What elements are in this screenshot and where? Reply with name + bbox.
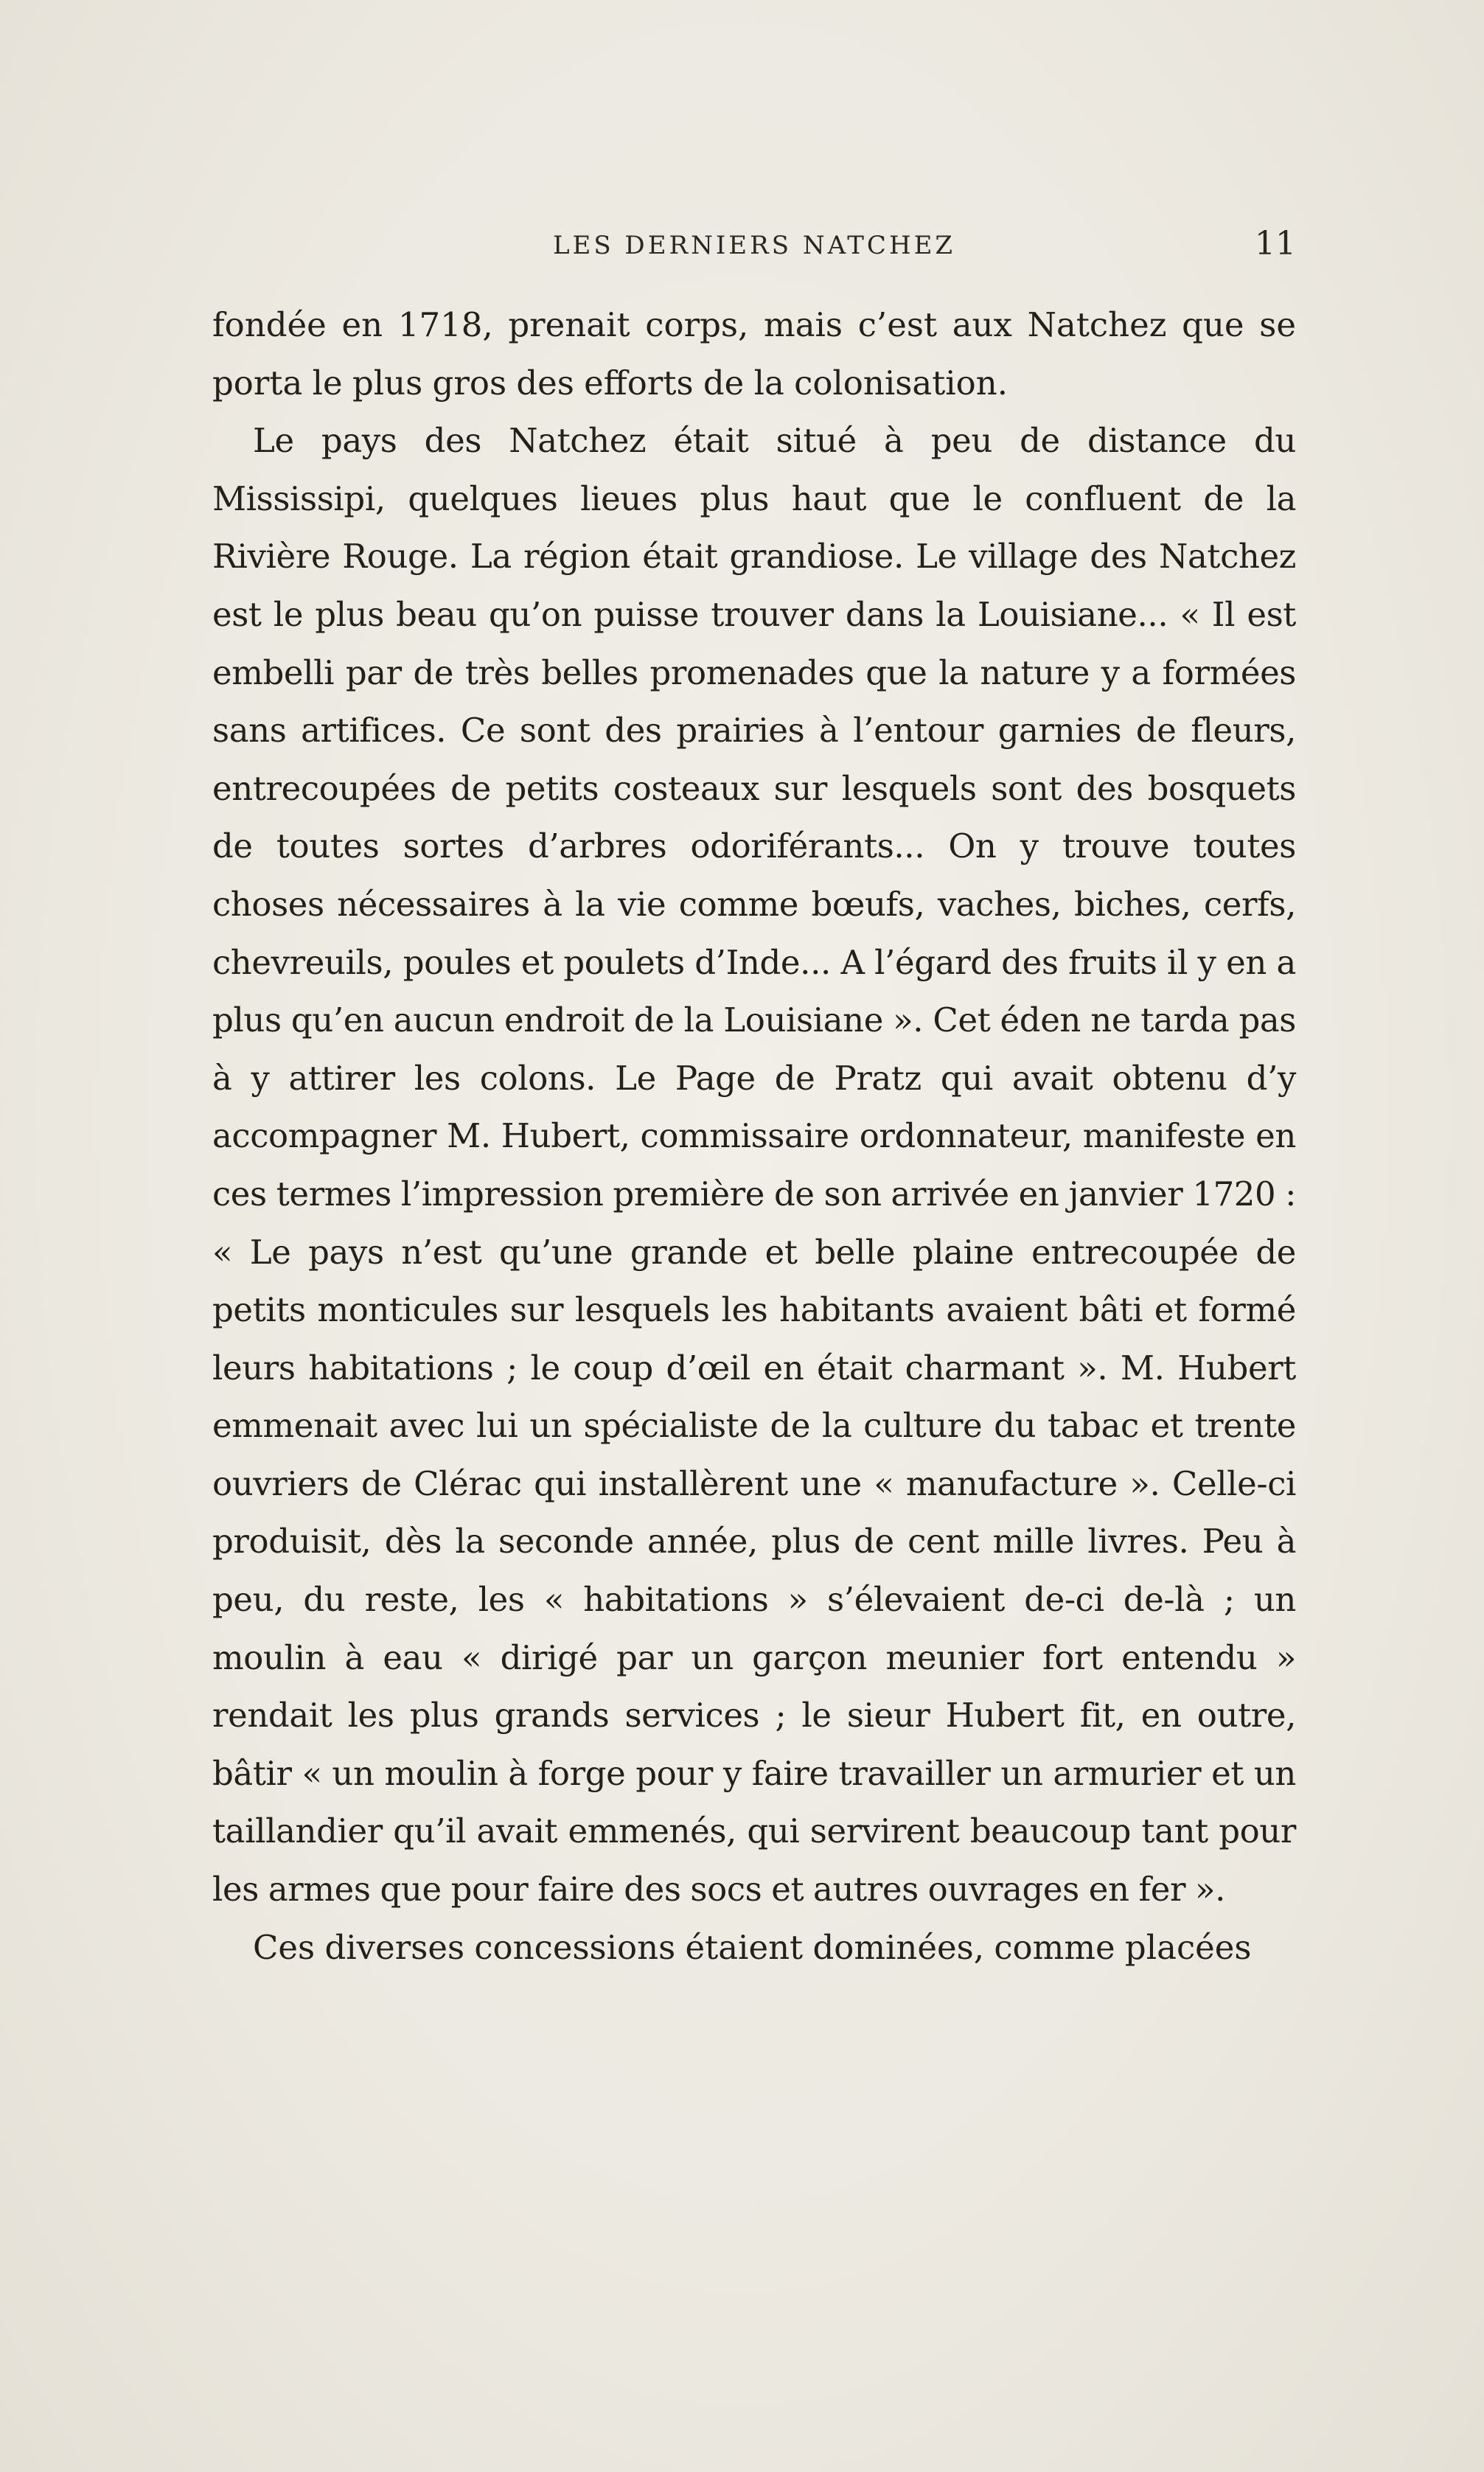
paragraph-natchez-country: Le pays des Natchez était situé à peu de distance du Mississipi, quelques lieues plus haut que le confluent de la Rivière Rouge. La région était grandiose. Le village des Natchez est le plus beau qu’on puisse trouver dans la Louisiane... « Il est embelli par de très belles promenades que la nature y a formées sans artifices. Ce sont des prairies à l’entour garnies de fleurs, entrecoupées de petits costeaux sur lesquels sont des bosquets de toutes sortes d’arbres odoriférants... On y trouve toutes choses nécessaires à la vie comme bœufs, vaches, biches, cerfs, chevreuils, poules et poulets d’Inde... A l’égard des fruits il y en a plus qu’en aucun endroit de la Louisiane ». Cet éden ne tarda pas à y attirer les colons. Le Page de Pratz qui avait obtenu d’y accompagner M. Hubert, commissaire ordonnateur, manifeste en ces termes l’impression première de son arrivée en janvier 1720 : « Le pays n’est qu’une grande et belle plaine entrecoupée de petits monticules sur lesquels les habitants avaient bâti et formé leurs habitations ; le coup d’œil en était charmant ». M. Hubert emmenait avec lui un spécialiste de la culture du tabac et trente ouvriers de Clérac qui installèrent une « manufacture ». Celle-ci produisit, dès la seconde année, plus de cent mille livres. Peu à peu, du reste, les « habitations » s’élevaient de-ci de-là ; un moulin à eau « dirigé par un garçon meunier fort entendu » rendait les plus grands services ; le sieur Hubert fit, en outre, bâtir « un moulin à forge pour y faire travailler un armurier et un taillandier qu’il avait emmenés, qui servirent beaucoup tant pour les armes que pour faire des socs et autres ouvrages en fer ».	[212, 421, 1296, 1909]
paragraph-concessions: Ces diverses concessions étaient dominées, comme placées	[253, 1927, 1252, 1967]
body-text	[212, 296, 1296, 1977]
page-number: 11	[1255, 225, 1296, 262]
page-header	[212, 225, 1296, 269]
paragraph-continued: fondée en 1718, prenait corps, mais c’est aux Natchez que se porta le plus gros des efforts de la colonisation.	[212, 305, 1296, 403]
running-title: LES DERNIERS NATCHEZ	[552, 231, 956, 260]
